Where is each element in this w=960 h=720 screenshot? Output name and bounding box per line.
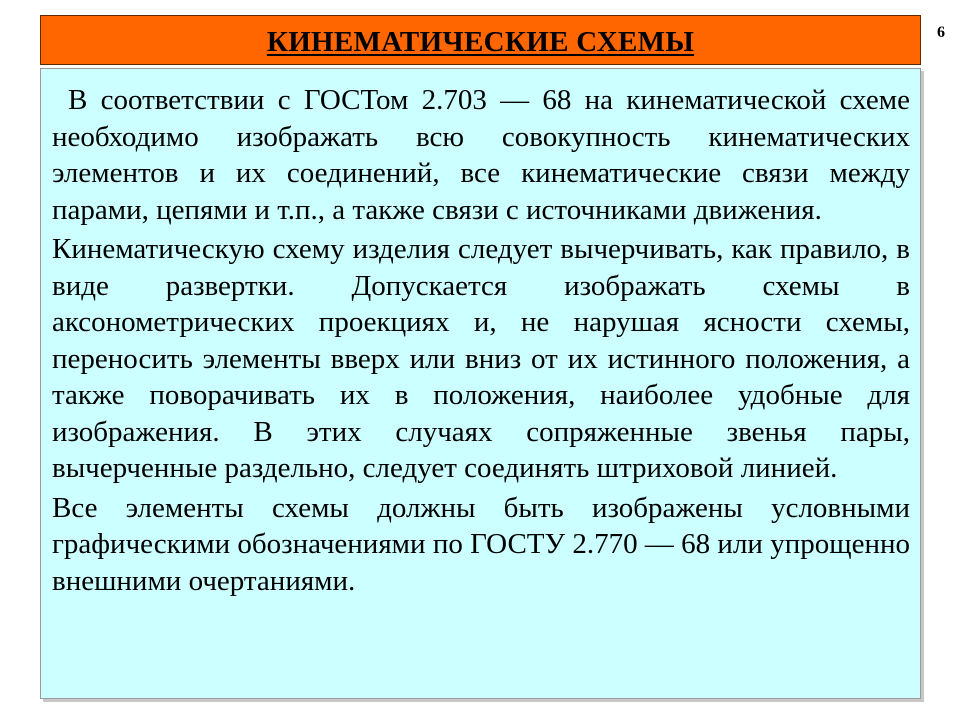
title-bar [40,15,921,65]
content-box [40,68,921,699]
paragraph-symbols: Все элементы схемы должны быть изображены условными графическими обозначениями по ГОСТУ 2.770 — 68 или упрощенно внешними очертаниями. [52,491,910,597]
page-title: КИНЕМАТИЧЕСКИЕ СХЕМЫ [266,25,695,58]
paragraph-gost-2703: В соответствии с ГОСТом 2.703 — 68 на кинематической схеме необходимо изображать всю совокупность кинематических элементов и их соединений, все кинематические связи между парами, цепями и т.п., а также связи с источниками движения. [52,84,910,226]
paragraph-development: Кинематическую схему изделия следует вычерчивать, как правило, в виде развертки. Допускается изображать схемы в аксонометрических проекциях и, не нарушая ясности схемы, переносить элементы вверх или вниз от их истинного положения, а также поворачивать их в положения, наиболее удобные для изображения. В этих случаях сопряженные звенья пары, вычерченные раздельно, следует соединять штриховой линией. [52,233,910,484]
page-number: 6 [937,24,945,41]
